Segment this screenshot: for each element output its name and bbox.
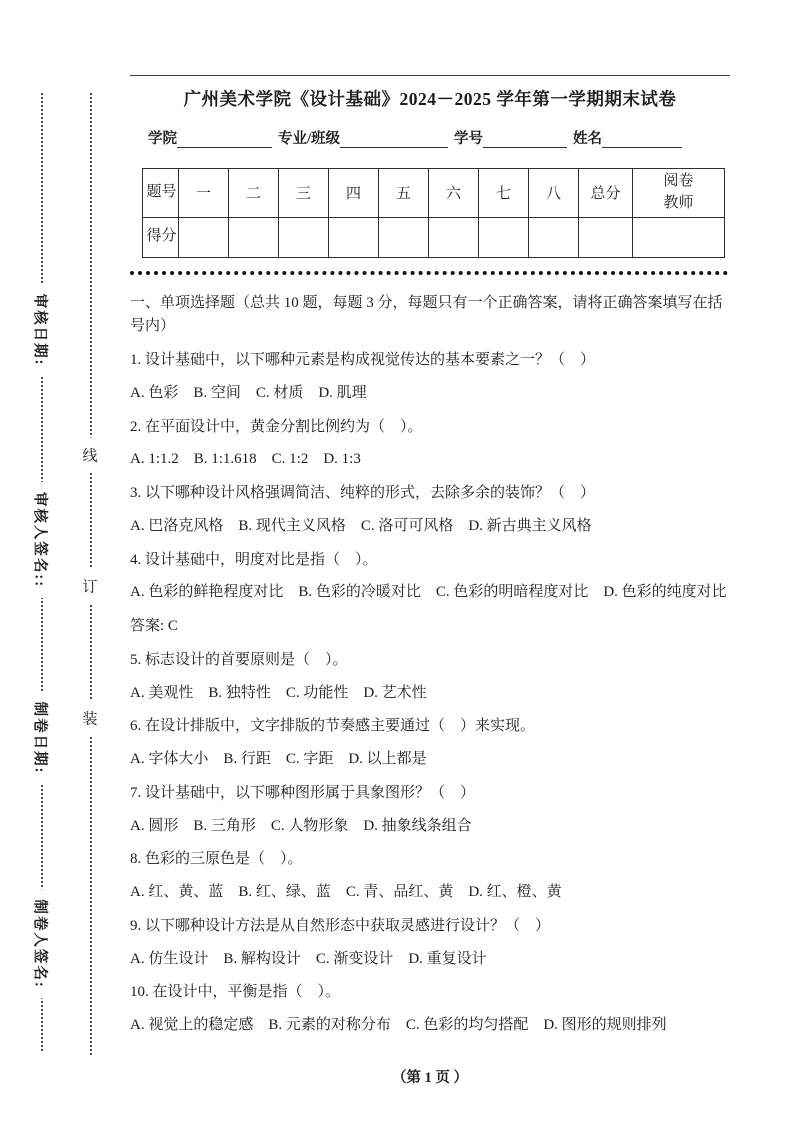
score-table-col-2: 二 (229, 169, 279, 218)
score-table-label-question-no: 题号 (143, 169, 179, 218)
field-student-id-blank (483, 131, 567, 148)
score-table-col-6: 六 (429, 169, 479, 218)
score-table-label-score: 得分 (143, 217, 179, 257)
question (130, 650, 730, 705)
question-text: 5. 标志设计的首要原则是（ ）。 (130, 651, 348, 668)
score-table-col-grader: 阅卷教师 (633, 169, 725, 218)
score-table (142, 168, 725, 258)
question (130, 483, 730, 538)
score-table-score-row (143, 217, 725, 257)
question-text: 2. 在平面设计中，黄金分割比例约为（ ）。 (130, 418, 423, 435)
question-options: A. 仿生设计 B. 解构设计 C. 渐变设计 D. 重复设计 (130, 950, 487, 967)
question-text: 10. 在设计中，平衡是指（ ）。 (130, 984, 341, 1001)
question-text: 8. 色彩的三原色是（ ）。 (130, 851, 303, 868)
field-college-blank (177, 131, 272, 148)
score-cell-empty (279, 217, 329, 257)
question-options: A. 1:1.2 B. 1:1.618 C. 1:2 D. 1:3 (130, 451, 361, 468)
exam-content (130, 75, 730, 1037)
score-cell-empty (379, 217, 429, 257)
field-name-label: 姓名 (573, 131, 603, 147)
field-major-class-blank (340, 131, 448, 148)
question-options: A. 字体大小 B. 行距 C. 字距 D. 以上都是 (130, 751, 427, 767)
score-table-col-8: 八 (529, 169, 579, 218)
page-footer: （第 1 页 ） (391, 1070, 469, 1086)
field-name (573, 127, 682, 148)
score-cell-empty (429, 217, 479, 257)
score-table-header-row (143, 169, 725, 218)
score-cell-empty (179, 217, 229, 257)
margin-label-review-date: 审核日期: (31, 284, 52, 377)
score-table-col-total: 总分 (579, 169, 633, 218)
question-text: 1. 设计基础中，以下哪种元素是构成视觉传达的基本要素之一？（ ） (130, 352, 596, 368)
question (130, 783, 730, 838)
field-student-id-label: 学号 (454, 131, 484, 147)
question-options: A. 色彩的鲜艳程度对比 B. 色彩的冷暖对比 C. 色彩的明暗程度对比 D. 色彩的纯度对比 (130, 584, 727, 601)
question (130, 849, 730, 904)
score-cell-empty (529, 217, 579, 257)
answer-note: 答案: C (130, 618, 178, 634)
question (130, 550, 730, 605)
question-options: A. 红、黄、蓝 B. 红、绿、蓝 C. 青、品红、黄 D. 红、橙、黄 (130, 884, 562, 900)
margin-label-reviewer-signature: 审核人签名:: (31, 482, 52, 598)
margin-label-paper-date: 制卷日期: (31, 692, 52, 785)
score-cell-empty (479, 217, 529, 257)
field-student-id (454, 127, 567, 148)
page-title: 广州美术学院《设计基础》2024－2025 学年第一学期期末试卷 (183, 89, 677, 109)
score-table-col-5: 五 (379, 169, 429, 218)
question-text: 3. 以下哪种设计风格强调简洁、纯粹的形式，去除多余的装饰？（ ） (130, 485, 596, 501)
field-college (148, 127, 272, 148)
binding-char-xian: 线 (80, 438, 99, 473)
score-table-col-3: 三 (279, 169, 329, 218)
section-heading: 一、单项选择题（总共 10 题，每题 3 分，每题只有一个正确答案，请将正确答案填写在括号内） (130, 294, 723, 334)
question (130, 982, 730, 1037)
question-options: A. 色彩 B. 空间 C. 材质 D. 肌理 (130, 384, 367, 401)
question-options: A. 巴洛克风格 B. 现代主义风格 C. 洛可可风格 D. 新古典主义风格 (130, 517, 592, 534)
field-name-blank (602, 131, 682, 148)
question (130, 916, 730, 971)
field-major-class (278, 127, 448, 148)
question-text: 4. 设计基础中，明度对比是指（ ）。 (130, 551, 378, 568)
binding-char-zhuang: 装 (80, 701, 99, 736)
question-text: 9. 以下哪种设计方法是从自然形态中获取灵感进行设计？（ ） (130, 917, 551, 934)
question (130, 417, 730, 472)
question-options: A. 圆形 B. 三角形 C. 人物形象 D. 抽象线条组合 (130, 817, 472, 834)
score-table-col-4: 四 (329, 169, 379, 218)
field-college-label: 学院 (148, 131, 177, 147)
question-options: A. 视觉上的稳定感 B. 元素的对称分布 C. 色彩的均匀搭配 D. 图形的规则排列 (130, 1017, 667, 1033)
question (130, 716, 730, 771)
field-major-class-label: 专业/班级 (278, 131, 341, 147)
score-cell-empty (329, 217, 379, 257)
margin-label-paper-maker-signature: 制卷人签名: (31, 889, 52, 998)
question-text: 7. 设计基础中，以下哪种图形属于具象图形？（ ） (130, 784, 476, 801)
question-options: A. 美观性 B. 独特性 C. 功能性 D. 艺术性 (130, 684, 427, 701)
score-cell-empty (633, 217, 725, 257)
score-cell-empty (229, 217, 279, 257)
binding-char-ding: 订 (80, 569, 99, 604)
student-info-fields (130, 127, 730, 148)
top-rule (130, 75, 730, 76)
score-table-col-1: 一 (179, 169, 229, 218)
question-text: 6. 在设计排版中，文字排版的节奏感主要通过（ ）来实现。 (130, 718, 536, 735)
score-cell-empty (579, 217, 633, 257)
question (130, 350, 730, 405)
score-table-col-7: 七 (479, 169, 529, 218)
dotted-separator (130, 271, 728, 275)
